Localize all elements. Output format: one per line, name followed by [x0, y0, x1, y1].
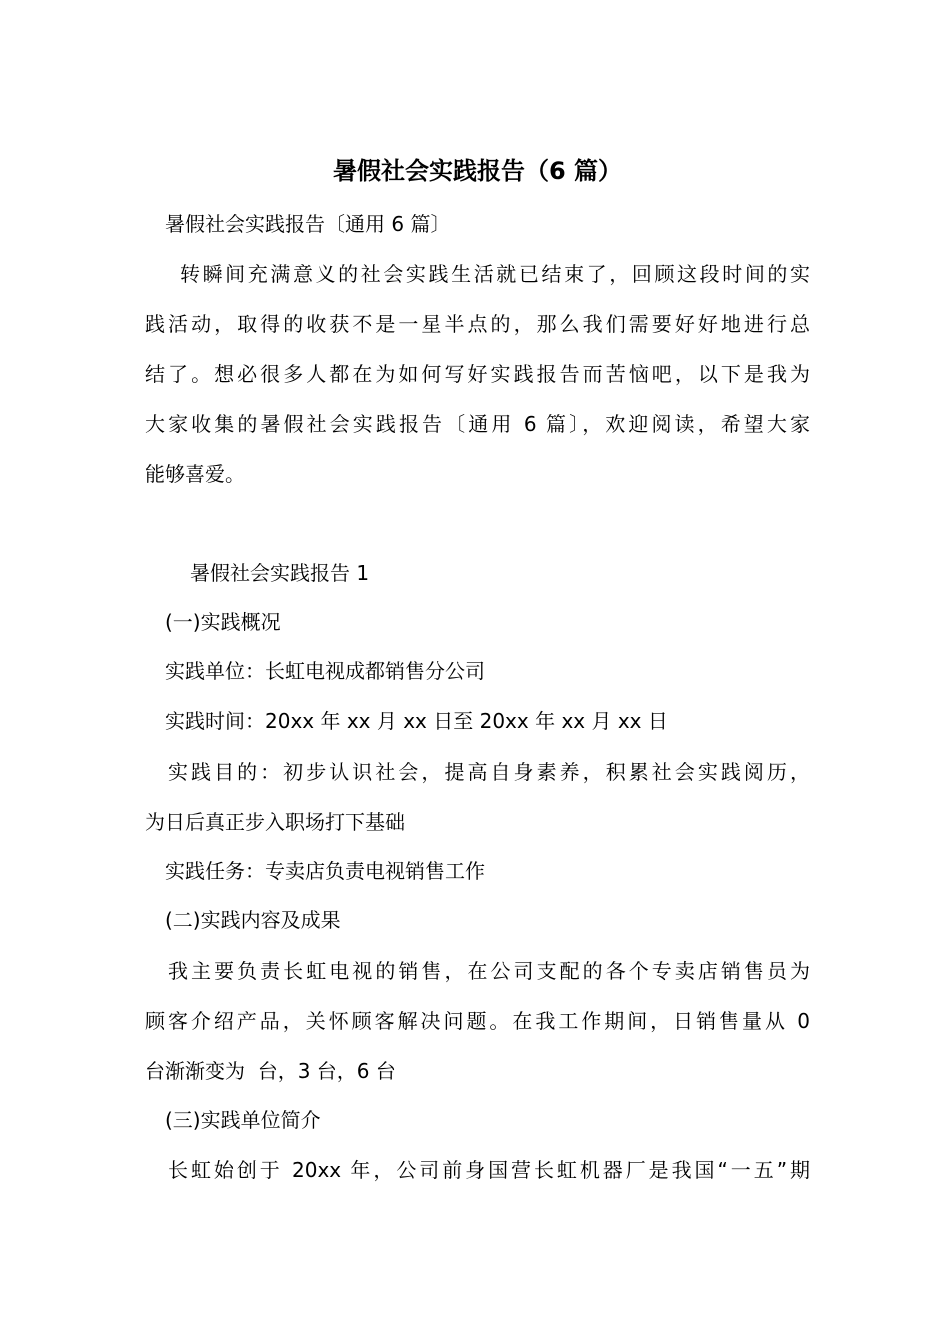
document-subtitle: 暑假社会实践报告〔通用 6 篇〕	[165, 212, 451, 236]
content-line-3: 台渐渐变为 台，3 台，6 台	[145, 1059, 396, 1083]
intro-line-4: 大家收集的暑假社会实践报告〔通用 6 篇〕，欢迎阅读，希望大家	[145, 412, 810, 436]
overview-heading: (一)实践概况	[165, 610, 281, 634]
unit-intro-line-1: 长虹始创于 20xx 年，公司前身国营长虹机器厂是我国“一五”期	[168, 1158, 810, 1182]
content-line-2: 顾客介绍产品，关怀顾客解决问题。在我工作期间，日销售量从 0	[145, 1009, 810, 1033]
intro-line-3: 结了。想必很多人都在为如何写好实践报告而苦恼吧，以下是我为	[145, 362, 810, 386]
content-heading: (二)实践内容及成果	[165, 908, 341, 932]
practice-task: 实践任务：专卖店负责电视销售工作	[165, 859, 485, 883]
practice-time: 实践时间：20xx 年 xx 月 xx 日至 20xx 年 xx 月 xx 日	[165, 709, 668, 733]
practice-unit: 实践单位：长虹电视成都销售分公司	[165, 659, 485, 683]
practice-purpose-line-2: 为日后真正步入职场打下基础	[145, 810, 405, 834]
intro-line-5: 能够喜爱。	[145, 462, 245, 486]
intro-line-1: 转瞬间充满意义的社会实践生活就已结束了，回顾这段时间的实	[180, 262, 810, 286]
practice-purpose-line-1: 实践目的：初步认识社会，提高自身素养，积累社会实践阅历，	[168, 760, 810, 784]
unit-intro-heading: (三)实践单位简介	[165, 1108, 321, 1132]
document-title: 暑假社会实践报告（6 篇）	[332, 157, 623, 185]
intro-line-2: 践活动，取得的收获不是一星半点的，那么我们需要好好地进行总	[145, 312, 810, 336]
content-line-1: 我主要负责长虹电视的销售，在公司支配的各个专卖店销售员为	[168, 959, 810, 983]
section-heading-report-1: 暑假社会实践报告 1	[190, 561, 370, 585]
